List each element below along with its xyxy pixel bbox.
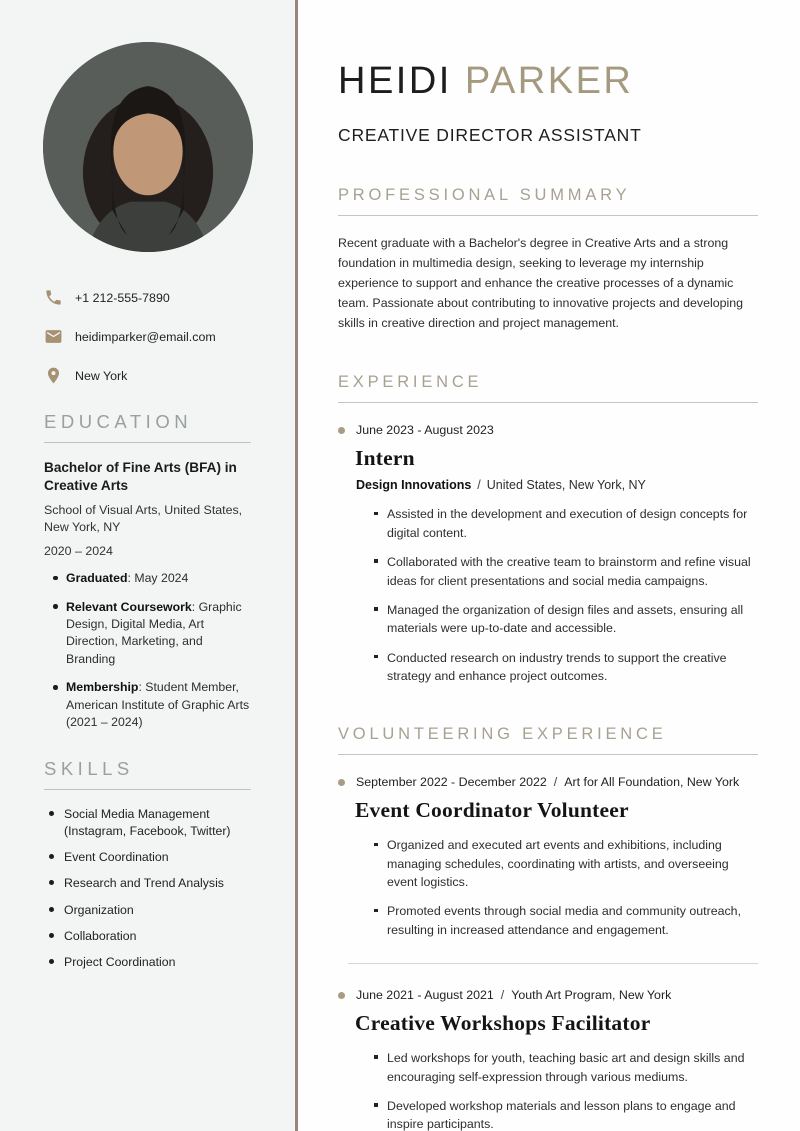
volunteering-bullet-list — [374, 836, 758, 939]
experience-heading: EXPERIENCE — [338, 373, 758, 403]
profile-photo — [43, 42, 253, 252]
date-bullet-icon — [338, 779, 345, 786]
skills-list — [44, 806, 251, 971]
volunteering-title: Creative Workshops Facilitator — [355, 1011, 651, 1036]
experience-bullet: Conducted research on industry trends to support the creative strategy and enhance project outcomes. — [374, 649, 758, 686]
contact-location-row — [44, 366, 251, 385]
volunteering-title: Event Coordinator Volunteer — [355, 798, 629, 823]
phone-number: +1 212-555-7890 — [75, 290, 170, 305]
volunteering-bullet: Promoted events through social media and community outreach, resulting in increased attendance and engagement. — [374, 902, 758, 939]
sidebar — [0, 0, 298, 1131]
skill-item: Organization — [44, 902, 251, 919]
education-detail-item: Relevant Coursework: Graphic Design, Digital Media, Art Direction, Marketing, and Branding — [44, 599, 251, 669]
experience-entry — [338, 423, 758, 685]
date-bullet-icon — [338, 992, 345, 999]
volunteering-bullet: Developed workshop materials and lesson plans to engage and inspire participants. — [374, 1097, 758, 1131]
skill-item: Event Coordination — [44, 849, 251, 866]
professional-summary-text: Recent graduate with a Bachelor's degree in Creative Arts and a strong foundation in multimedia design, seeking to leverage my internship experience to support and enhance the creative processes of a dynamic team. Passionate about contributing to innovative projects and developing skills in creative direction and project management. — [338, 236, 744, 331]
volunteering-org: Youth Art Program, New York — [511, 988, 672, 1003]
separator: / — [553, 775, 558, 790]
contact-email-row — [44, 327, 251, 346]
main-column — [298, 0, 800, 1131]
volunteering-heading: VOLUNTEERING EXPERIENCE — [338, 725, 758, 755]
location-pin-icon — [44, 366, 63, 385]
education-detail-item: Membership: Student Member, American Institute of Graphic Arts (2021 – 2024) — [44, 679, 251, 731]
skill-item: Project Coordination — [44, 954, 251, 971]
volunteering-bullet-list — [374, 1049, 758, 1131]
experience-section — [338, 373, 758, 685]
experience-bullet-list — [374, 505, 758, 685]
date-bullet-icon — [338, 427, 345, 434]
entry-divider — [348, 963, 758, 964]
experience-bullet: Collaborated with the creative team to brainstorm and refine visual ideas for client presentations and social media campaigns. — [374, 553, 758, 590]
volunteering-dates: June 2021 - August 2021 — [356, 988, 494, 1003]
education-school: School of Visual Arts, United States, New York, NY — [44, 502, 243, 535]
separator: / — [477, 478, 481, 493]
volunteering-org: Art for All Foundation, New York — [564, 775, 740, 790]
education-section — [44, 411, 251, 732]
experience-title: Intern — [355, 446, 415, 471]
education-detail-item: Graduated: May 2024 — [44, 570, 251, 587]
volunteering-date-row — [338, 988, 758, 1002]
volunteering-section — [338, 725, 758, 1131]
skill-item: Collaboration — [44, 928, 251, 945]
person-name — [338, 60, 758, 103]
experience-dates: June 2023 - August 2023 — [356, 423, 494, 438]
volunteering-entry — [338, 988, 758, 1131]
skill-item: Research and Trend Analysis — [44, 875, 251, 892]
experience-date-row — [338, 423, 758, 437]
education-degree: Bachelor of Fine Arts (BFA) in Creative Arts — [44, 460, 237, 493]
volunteering-dates: September 2022 - December 2022 — [356, 775, 547, 790]
separator: / — [500, 988, 505, 1003]
email-icon — [44, 327, 63, 346]
company-location: United States, New York, NY — [486, 478, 646, 493]
education-dates: 2020 – 2024 — [44, 544, 113, 559]
profile-photo-illustration — [43, 42, 253, 252]
skills-section — [44, 758, 251, 971]
location-text: New York — [75, 368, 128, 383]
education-details-list — [44, 570, 251, 732]
contact-block — [44, 288, 251, 385]
experience-bullet: Assisted in the development and execution of design concepts for digital content. — [374, 505, 758, 542]
email-address: heidimparker@email.com — [75, 329, 216, 344]
first-name: HEIDI — [338, 60, 452, 102]
experience-bullet: Managed the organization of design files and assets, ensuring all materials were up-to-date and accessible. — [374, 601, 758, 638]
contact-phone-row — [44, 288, 251, 307]
company-name: Design Innovations — [356, 478, 472, 493]
last-name: PARKER — [464, 60, 634, 102]
professional-summary-heading: PROFESSIONAL SUMMARY — [338, 186, 758, 216]
volunteering-bullet: Organized and executed art events and exhibitions, including managing schedules, coordinating with artists, and overseeing event logistics. — [374, 836, 758, 891]
professional-summary-section — [338, 186, 758, 333]
skill-item: Social Media Management (Instagram, Facebook, Twitter) — [44, 806, 251, 840]
volunteering-bullet: Led workshops for youth, teaching basic art and design skills and encouraging self-expression through various mediums. — [374, 1049, 758, 1086]
volunteering-date-row — [338, 775, 758, 789]
job-title: CREATIVE DIRECTOR ASSISTANT — [338, 125, 642, 145]
phone-icon — [44, 288, 63, 307]
experience-company-row — [356, 478, 758, 492]
skills-heading: SKILLS — [44, 758, 251, 790]
education-heading: EDUCATION — [44, 411, 251, 443]
volunteering-entry — [338, 775, 758, 939]
